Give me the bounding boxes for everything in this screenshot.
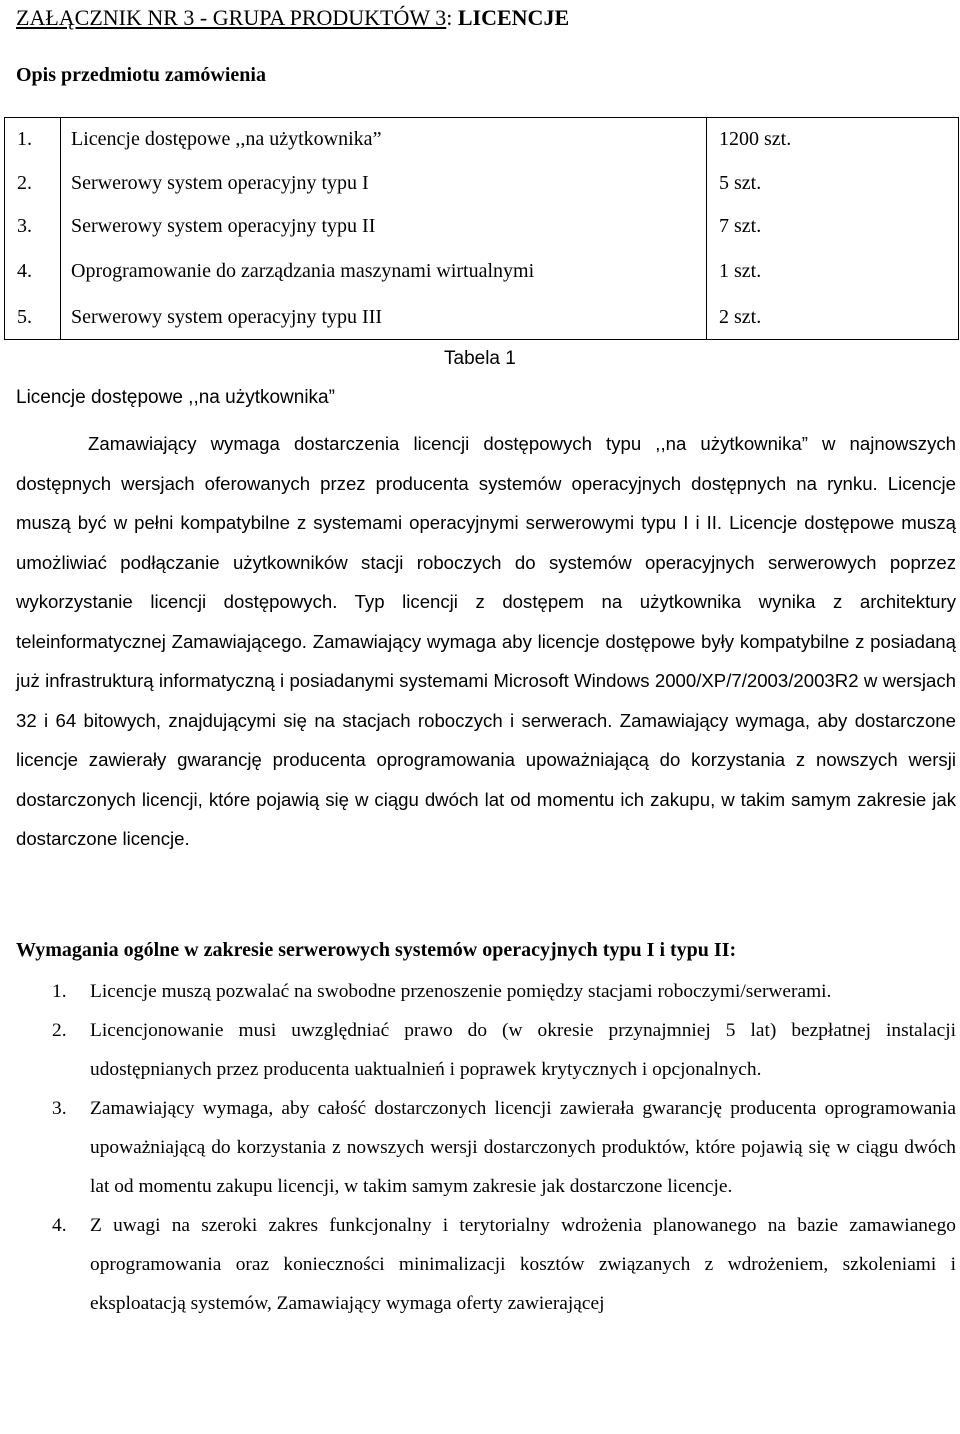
title-strong: LICENCJE (457, 5, 570, 30)
item-quantity: 2 szt. (707, 296, 959, 340)
item-name: Licencje dostępowe ,,na użytkownika” (61, 118, 707, 162)
items-table (4, 117, 959, 340)
list-item-text: Licencje muszą pozwalać na swobodne przenoszenie pomiędzy stacjami roboczymi/serwerami. (90, 981, 832, 1002)
item-name: Serwerowy system operacyjny typu III (61, 296, 707, 340)
item-name: Serwerowy system operacyjny typu II (61, 206, 707, 248)
item-number: 2. (5, 162, 61, 206)
list-item-number: 4. (52, 1215, 67, 1236)
item-quantity: 1200 szt. (707, 118, 959, 162)
list-item (16, 1206, 956, 1323)
list-item-text: Z uwagi na szeroki zakres funkcjonalny i terytorialny wdrożenia planowanego na bazie zamawianego oprogramowania oraz konieczności minimalizacji kosztów związanych z wdrożeniem, szkoleniami i eksploatacją systemów, Zamawiający wymaga oferty zawierającej (90, 1215, 956, 1314)
title-prefix: ZAŁĄCZNIK NR 3 - GRUPA PRODUKTÓW 3 (16, 5, 447, 30)
item-number: 4. (5, 248, 61, 296)
list-item-number: 2. (52, 1020, 67, 1041)
licence-paragraph-text: Zamawiający wymaga dostarczenia licencji dostępowych typu ,,na użytkownika” w najnowszych dostępnych wersjach oferowanych przez producenta systemów operacyjnych dostępnych na rynku. Licencje muszą być w pełni kompatybilne z systemami operacyjnymi serwerowymi typu I i II. Licencje dostępowe muszą umożliwiać podłączanie użytkowników stacji roboczych do systemów operacyjnych serwerowych poprzez wykorzystanie licencji dostępowych. Typ licencji z dostępem na użytkownika wynika z architektury teleinformatycznej Zamawiającego. Zamawiający wymaga aby licencje dostępowe były kompatybilne z posiadaną już infrastrukturą informatyczną i posiadanymi systemami Microsoft Windows 2000/XP/7/2003/2003R2 w wersjach 32 i 64 bitowych, znajdującymi się na stacjach roboczych i serwerach. Zamawiający wymaga, aby dostarczone licencje zawierały gwarancję producenta oprogramowania upoważniającą do korzystania z nowszych wersji dostarczonych licencji, które pojawią się w ciągu dwóch lat od momentu ich zakupu, w takim samym zakresie jak dostarczone licencje. (16, 433, 956, 849)
item-name: Oprogramowanie do zarządzania maszynami wirtualnymi (61, 248, 707, 296)
list-item (16, 1011, 956, 1089)
table-caption: Tabela 1 (444, 348, 516, 369)
table-row (5, 206, 959, 248)
item-number: 5. (5, 296, 61, 340)
table-row (5, 162, 959, 206)
item-number: 1. (5, 118, 61, 162)
licence-paragraph (16, 424, 956, 859)
list-item-text: Zamawiający wymaga, aby całość dostarczonych licencji zawierała gwarancję producenta oprogramowania upoważniającą do korzystania z nowszych wersji dostarczonych produktów, które pojawią się w ciągu dwóch lat od momentu zakupu licencji, w takim samym zakresie jak dostarczone licencje. (90, 1098, 956, 1197)
item-quantity: 7 szt. (707, 206, 959, 248)
item-name: Serwerowy system operacyjny typu I (61, 162, 707, 206)
list-item-text: Licencjonowanie musi uwzględniać prawo do (w okresie przynajmniej 5 lat) bezpłatnej instalacji udostępnianych przez producenta uaktualnień i poprawek krytycznych i opcjonalnych. (90, 1020, 956, 1080)
title-colon: : (446, 5, 458, 30)
table-row (5, 248, 959, 296)
list-item (16, 972, 956, 1011)
list-item-number: 3. (52, 1098, 67, 1119)
item-quantity: 1 szt. (707, 248, 959, 296)
table-row (5, 118, 959, 162)
list-item-number: 1. (52, 981, 67, 1002)
document-subtitle: Opis przedmiotu zamówienia (16, 64, 266, 86)
document-title (16, 4, 569, 32)
table-row (5, 296, 959, 340)
requirements-heading: Wymagania ogólne w zakresie serwerowych systemów operacyjnych typu I i typu II: (16, 939, 737, 961)
requirements-list (16, 972, 956, 1323)
item-number: 3. (5, 206, 61, 248)
list-item (16, 1089, 956, 1206)
licence-section-heading: Licencje dostępowe ,,na użytkownika” (16, 387, 335, 408)
item-quantity: 5 szt. (707, 162, 959, 206)
